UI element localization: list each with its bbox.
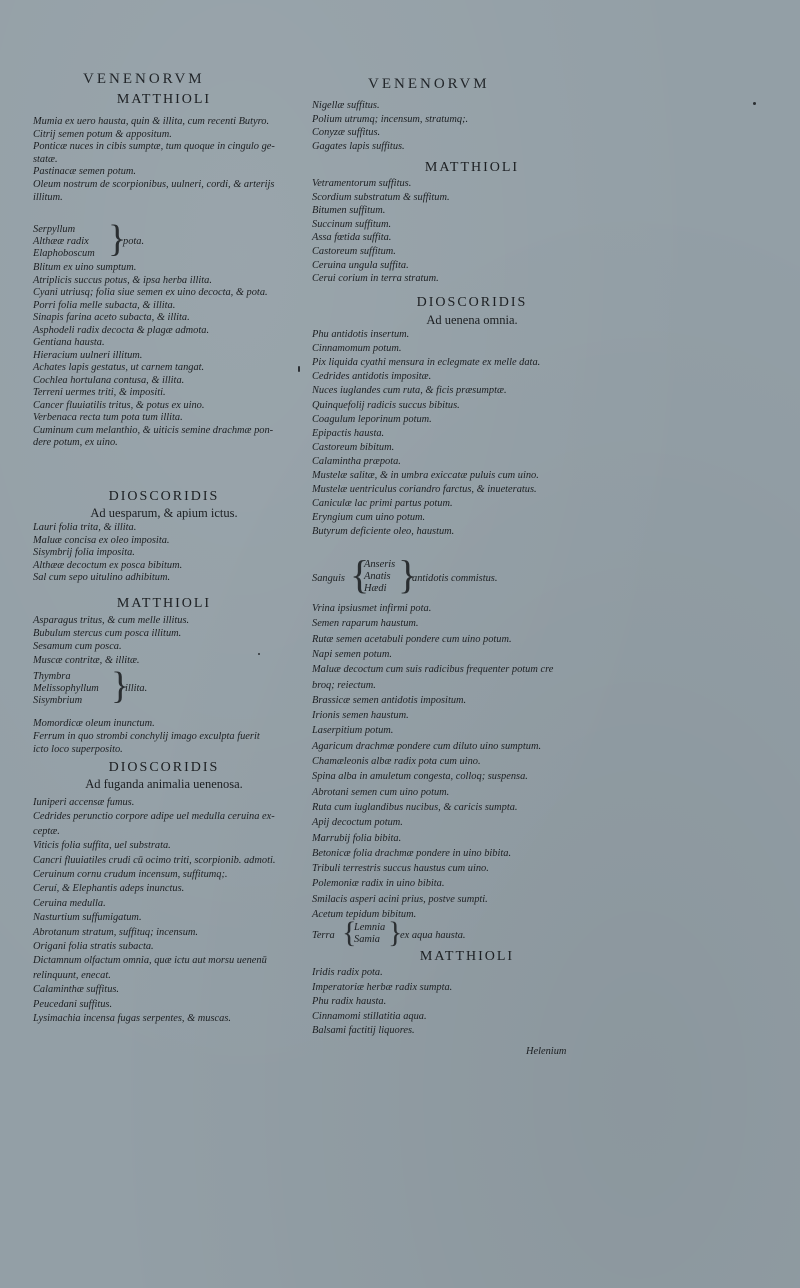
entry-line: Betonicæ folia drachmæ pondere in uino bibita. bbox=[312, 847, 512, 859]
entry-line: Cinnamomi stillatitia aqua. bbox=[312, 1010, 427, 1022]
entry-line: Spina alba in amuletum congesta, colloq; suspensa. bbox=[312, 771, 528, 783]
entry-line: Gentiana hausta. bbox=[33, 337, 105, 348]
entry-line: Peucedani suffitus. bbox=[33, 998, 113, 1010]
brace-item: Sisymbrium bbox=[33, 695, 83, 706]
entry-line: Tribuli terrestris succus haustus cum uino. bbox=[312, 863, 489, 875]
brace-lead: Sanguis bbox=[312, 573, 345, 584]
entry-line: Ceruina ungula suffita. bbox=[312, 259, 409, 271]
entry-line: Quinquefolij radicis succus bibitus. bbox=[312, 399, 460, 411]
entry-line: Coagulum leporinum potum. bbox=[312, 413, 432, 425]
entry-line: Ponticæ nuces in cibis sumptæ, tum quoque in cingulo ge- bbox=[33, 141, 275, 153]
entry-line: Chamæleonis albæ radix pota cum uino. bbox=[312, 756, 481, 767]
brace-items bbox=[354, 922, 385, 946]
entry-line: illitum. bbox=[33, 191, 63, 203]
entry-line: Gagates lapis suffitus. bbox=[312, 140, 405, 152]
brace-item: Lemnia bbox=[354, 922, 386, 933]
entry-line: Asphodeli radix decocta & plagæ admota. bbox=[33, 324, 210, 336]
brace-symbol: } bbox=[398, 552, 418, 597]
entry-line: Castoreum bibitum. bbox=[312, 441, 395, 453]
entry-line: Nasturtium suffumigatum. bbox=[33, 912, 142, 924]
entry-line: Balsami factitij liquores. bbox=[312, 1025, 415, 1036]
entry-line: Bitumen suffitum. bbox=[312, 205, 386, 217]
brace-item: Hædi bbox=[364, 583, 387, 594]
entry-line: Pastinacæ semen potum. bbox=[33, 166, 137, 178]
entry-line: Porri folia melle subacta, & illita. bbox=[33, 299, 176, 311]
entry-line: Polium utrumq; incensum, stratumq;. bbox=[312, 113, 469, 125]
brace-items bbox=[364, 559, 395, 595]
entry-line: Marrubij folia bibita. bbox=[312, 832, 402, 844]
entry-line: Maluæ decoctum cum suis radicibus frequenter potum cre bbox=[312, 664, 554, 676]
entry-line: Ceruina medulla. bbox=[33, 897, 106, 909]
entry-line: Origani folia stratis subacta. bbox=[33, 941, 154, 952]
entry-line: broq; reiectum. bbox=[312, 679, 376, 691]
entry-line: Dictamnum olfactum omnia, quæ ictu aut morsu uenenū bbox=[33, 955, 267, 967]
entry-line: Bubulum stercus cum posca illitum. bbox=[33, 628, 182, 640]
ink-speck bbox=[753, 102, 756, 105]
entry-line: Asparagus tritus, & cum melle illitus. bbox=[33, 615, 190, 626]
entry-line: Sal cum sepo uitulino adhibitum. bbox=[33, 572, 171, 584]
section-heading: MATTHIOLI bbox=[116, 92, 212, 107]
entry-line: Brassicæ semen antidotis impositum. bbox=[312, 694, 467, 706]
entry-line: Nigellæ suffitus. bbox=[312, 100, 380, 111]
entry-line: Verbenaca recta tum pota tum illita. bbox=[33, 412, 183, 423]
brace-symbol: { bbox=[350, 552, 370, 597]
entry-line: Cancri fluuiatiles crudi cū ocimo triti, scorpionib. admoti. bbox=[33, 854, 276, 866]
entry-line: Apij decoctum potum. bbox=[312, 817, 403, 829]
entry-line: Semen raparum haustum. bbox=[312, 618, 419, 630]
entry-line: Lysimachia incensa fugas serpentes, & muscas. bbox=[33, 1013, 231, 1024]
entry-line: Smilacis asperi acini prius, postve sumpti. bbox=[312, 893, 488, 905]
brace-items bbox=[33, 671, 99, 707]
entry-line: dere potum, ex uino. bbox=[33, 437, 118, 448]
entry-line: Cedrides perunctio corpore adipe uel medulla ceruina ex- bbox=[33, 811, 275, 823]
entry-line: Polemoniæ radix in uino bibita. bbox=[312, 878, 445, 890]
entry-line: Phu antidotis insertum. bbox=[312, 329, 410, 340]
entry-line: Abrotani semen cum uino potum. bbox=[312, 786, 450, 798]
entry-line: Sesamum cum posca. bbox=[33, 641, 122, 653]
section-subheading: Ad uesparum, & apium ictus. bbox=[90, 506, 238, 520]
brace-symbol: } bbox=[111, 665, 130, 707]
entry-line: Nuces iuglandes cum ruta, & ficis præsumptæ. bbox=[312, 385, 507, 397]
entry-line: Cerui corium in terra stratum. bbox=[312, 273, 439, 285]
entry-line: Terreni uermes triti, & impositi. bbox=[33, 387, 166, 398]
entry-line: Citrij semen potum & appositum. bbox=[33, 128, 172, 140]
entry-line: Viticis folia suffita, uel substrata. bbox=[33, 840, 171, 852]
entry-line: ceptæ. bbox=[33, 825, 60, 837]
brace-item: Thymbra bbox=[33, 671, 71, 682]
entry-line: Rutæ semen acetabuli pondere cum uino potum. bbox=[312, 633, 512, 645]
entry-line: Achates lapis gestatus, ut carnem tangat. bbox=[33, 362, 205, 373]
entry-line: Mustelæ salitæ, & in umbra exiccatæ puluis cum uino. bbox=[312, 470, 539, 481]
entry-line: Atriplicis succus potus, & ipsa herba illita. bbox=[33, 274, 212, 286]
brace-result: ex aqua hausta. bbox=[400, 930, 466, 941]
entry-line: Imperatoriæ herbæ radix sumpta. bbox=[312, 981, 453, 993]
brace-lead: Terra bbox=[312, 930, 335, 941]
brace-item: Elaphoboscum bbox=[33, 248, 95, 259]
entry-line: Assa fœtida suffita. bbox=[312, 232, 392, 244]
entry-line: Phu radix hausta. bbox=[312, 996, 387, 1007]
brace-symbol: { bbox=[342, 916, 357, 949]
entry-line: Momordicæ oleum inunctum. bbox=[33, 718, 155, 729]
ink-speck bbox=[258, 653, 260, 655]
section-heading: MATTHIOLI bbox=[419, 949, 515, 964]
ink-speck bbox=[298, 366, 300, 372]
entry-line: Hieracium uulneri illitum. bbox=[33, 349, 143, 361]
entry-line: Cyani utriusq; folia siue semen ex uino decocta, & pota. bbox=[33, 287, 268, 298]
entry-line: Mustelæ uentriculus coriandro farctus, & inueteratus. bbox=[312, 484, 537, 496]
entry-line: Laserpitium potum. bbox=[312, 725, 394, 737]
section-heading: MATTHIOLI bbox=[116, 596, 212, 611]
entry-line: Scordium substratum & suffitum. bbox=[312, 191, 450, 203]
entry-line: Cochlea hortulana contusa, & illita. bbox=[33, 374, 185, 386]
section-subheading: Ad fuganda animalia uenenosa. bbox=[85, 777, 243, 791]
brace-symbol: } bbox=[108, 218, 127, 260]
entry-line: Cedrides antidotis impositæ. bbox=[312, 371, 432, 383]
entry-line: Butyrum deficiente oleo, haustum. bbox=[312, 526, 455, 538]
brace-item: Serpyllum bbox=[33, 224, 76, 235]
entry-line: Epipactis hausta. bbox=[312, 427, 385, 439]
entry-line: Eryngium cum uino potum. bbox=[312, 512, 426, 524]
entry-line: Agaricum drachmæ pondere cum diluto uino sumptum. bbox=[312, 740, 542, 752]
brace-symbol: } bbox=[388, 916, 403, 949]
entry-line: Succinum suffitum. bbox=[312, 218, 392, 230]
catchword: Helenium bbox=[526, 1046, 567, 1057]
entry-line: Mumia ex uero hausta, quin & illita, cum recenti Butyro. bbox=[33, 116, 270, 127]
entry-line: Caniculæ lac primi partus potum. bbox=[312, 498, 453, 510]
entry-line: Sinapis farina aceto subacta, & illita. bbox=[33, 312, 190, 323]
entry-line: Vrina ipsiusmet infirmi pota. bbox=[312, 603, 432, 614]
section-heading: DIOSCORIDIS bbox=[108, 760, 220, 775]
entry-line: Castoreum suffitum. bbox=[312, 246, 396, 257]
running-head-right: VENENORVM bbox=[368, 76, 490, 92]
entry-line: Cuminum cum melanthio, & uiticis semine drachmæ pon- bbox=[33, 424, 274, 436]
entry-line: Ferrum in quo strombi conchylij imago exculpta fuerit bbox=[33, 731, 260, 742]
entry-line: Muscæ contritæ, & illitæ. bbox=[33, 654, 140, 666]
entry-line: Conyzæ suffitus. bbox=[312, 127, 381, 138]
section-heading: DIOSCORIDIS bbox=[416, 295, 528, 310]
entry-line: Ruta cum iuglandibus nucibus, & caricis sumpta. bbox=[312, 801, 518, 813]
entry-line: relinquunt, enecat. bbox=[33, 969, 111, 981]
brace-result: antidotis commistus. bbox=[412, 573, 498, 584]
entry-line: Ceruinum cornu crudum incensum, suffitumq;. bbox=[33, 869, 228, 880]
entry-line: Abrotanum stratum, suffituq; incensum. bbox=[33, 926, 198, 938]
running-head-left: VENENORVM bbox=[83, 71, 205, 87]
entry-line: Maluæ concisa ex oleo imposita. bbox=[33, 534, 170, 546]
brace-item: Melissophyllum bbox=[33, 683, 99, 694]
brace-item: Samia bbox=[354, 934, 380, 945]
entry-line: icto loco superposito. bbox=[33, 744, 123, 755]
entry-line: Sisymbrij folia imposita. bbox=[33, 547, 135, 559]
brace-item: Althææ radix bbox=[33, 236, 89, 247]
entry-line: Pix liquida cyathi mensura in eclegmate ex melle data. bbox=[312, 357, 541, 369]
entry-line: Ceruí, & Elephantis adeps inunctus. bbox=[33, 883, 185, 895]
section-heading: MATTHIOLI bbox=[424, 160, 520, 175]
entry-line: Calaminthæ suffitus. bbox=[33, 984, 120, 996]
brace-items bbox=[33, 224, 95, 260]
brace-item: Anseris bbox=[364, 559, 396, 570]
section-subheading: Ad uenena omnia. bbox=[426, 313, 518, 327]
brace-item: Anatis bbox=[364, 571, 391, 582]
entry-line: Napi semen potum. bbox=[312, 648, 392, 660]
entry-line: Irionis semen haustum. bbox=[312, 710, 409, 722]
entry-line: Blitum ex uino sumptum. bbox=[33, 262, 137, 273]
entry-line: Calamintha præpota. bbox=[312, 455, 401, 467]
entry-line: Vetramentorum suffitus. bbox=[312, 178, 412, 189]
brace-result: pota. bbox=[123, 236, 145, 247]
entry-line: Oleum nostrum de scorpionibus, uulneri, cordi, & arterijs bbox=[33, 179, 275, 190]
entry-line: Lauri folia trita, & illita. bbox=[33, 522, 137, 533]
entry-line: Iuniperi accensæ fumus. bbox=[33, 797, 135, 808]
entry-line: Cancer fluuiatilis tritus, & potus ex uino. bbox=[33, 399, 205, 411]
entry-line: Cinnamomum potum. bbox=[312, 343, 402, 355]
brace-result: illita. bbox=[125, 683, 148, 694]
entry-line: statæ. bbox=[33, 153, 58, 165]
entry-line: Iridis radix pota. bbox=[312, 967, 383, 978]
section-heading: DIOSCORIDIS bbox=[108, 489, 220, 504]
entry-line: Acetum tepidum bibitum. bbox=[312, 909, 417, 920]
entry-line: Althææ decoctum ex posca bibitum. bbox=[33, 559, 183, 571]
